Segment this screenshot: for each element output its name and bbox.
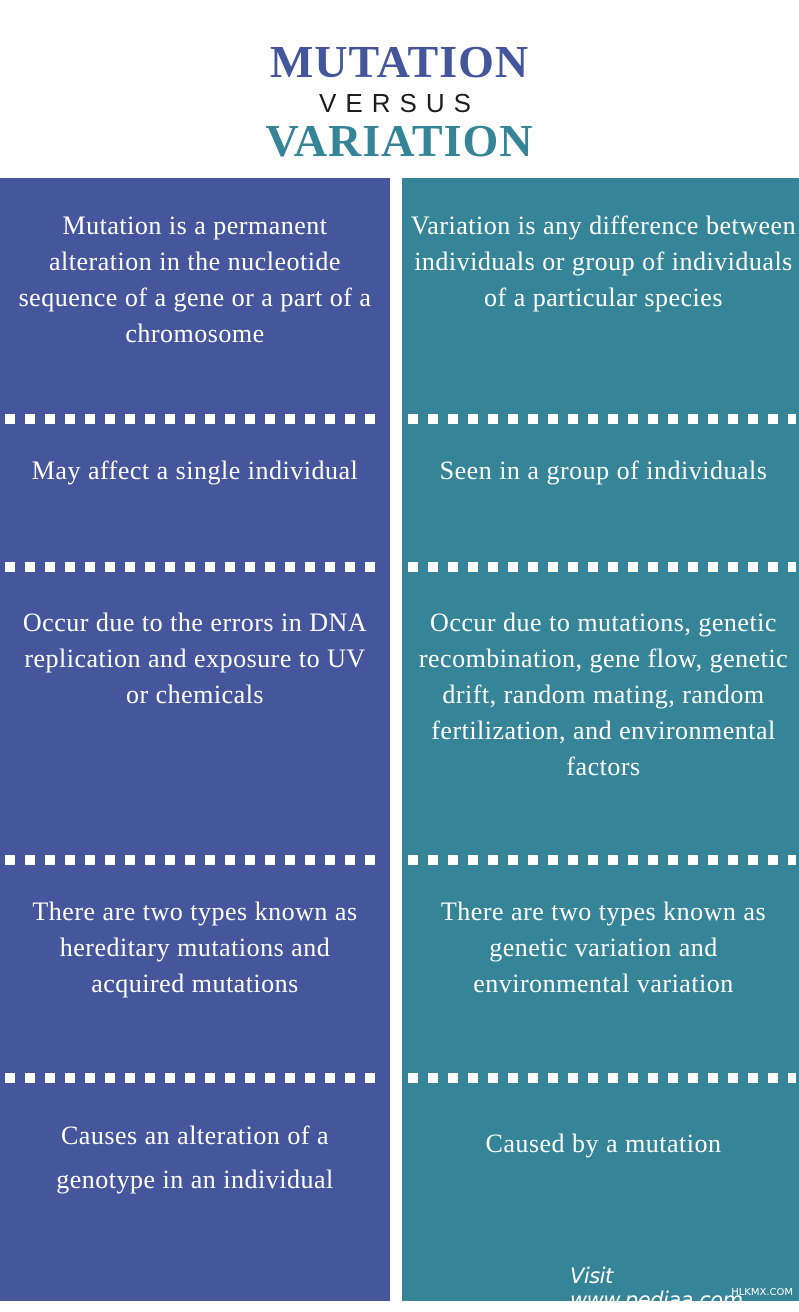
mutation-cell-scope: May affect a single individual	[31, 456, 359, 485]
row-divider	[408, 562, 796, 572]
row-divider	[5, 562, 385, 572]
pediaa-link[interactable]: Visit www.pediaa.com	[570, 1264, 743, 1312]
variation-cell-causes: Occur due to mutations, genetic recombination, gene flow, genetic drift, random mating, random fertilization, and environmental factors	[418, 608, 789, 781]
row-divider	[408, 414, 796, 424]
row-divider	[5, 1073, 385, 1083]
title-versus: VERSUS	[319, 88, 480, 118]
variation-cell-effect: Caused by a mutation	[485, 1129, 722, 1158]
header	[0, 0, 799, 178]
row-divider	[5, 855, 385, 865]
title-mutation: MUTATION	[269, 36, 530, 87]
variation-cell-definition: Variation is any difference between individuals or group of individuals of a particular species	[410, 211, 797, 312]
variation-column	[402, 178, 799, 1312]
mutation-column	[0, 178, 390, 1301]
variation-cell-types: There are two types known as genetic variation and environmental variation	[440, 897, 767, 998]
mutation-cell-causes: Occur due to the errors in DNA replication and exposure to UV or chemicals	[22, 608, 368, 709]
title-variation: VARIATION	[265, 115, 534, 166]
variation-cell-scope: Seen in a group of individuals	[439, 456, 768, 485]
mutation-cell-effect: Causes an alteration of a genotype in an individual	[56, 1121, 334, 1194]
row-divider	[5, 414, 385, 424]
watermark: HLKMX.COM	[731, 1287, 793, 1298]
mutation-cell-types: There are two types known as hereditary mutations and acquired mutations	[32, 897, 358, 998]
row-divider	[408, 1073, 796, 1083]
row-divider	[408, 855, 796, 865]
mutation-cell-definition: Mutation is a permanent alteration in the nucleotide sequence of a gene or a part of a chromosome	[18, 211, 372, 348]
